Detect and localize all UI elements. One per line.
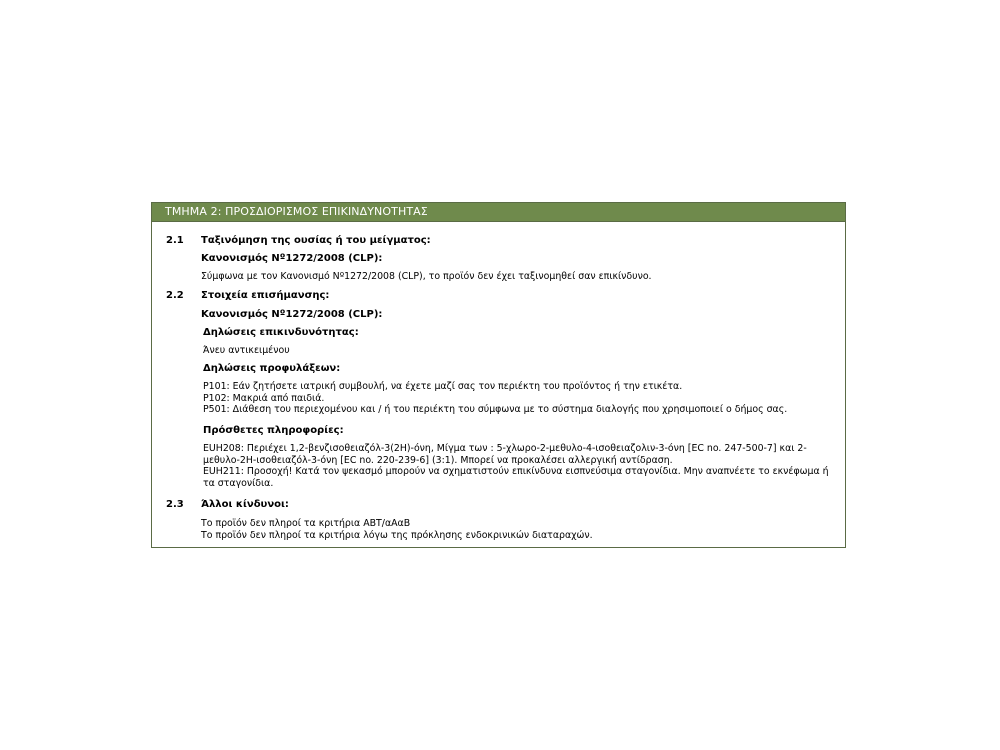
precaution-p101: P101: Εάν ζητήσετε ιατρική συμβουλή, να έχετε μαζί σας τον περιέκτη του προϊόντος ή την ετικέτα.	[203, 381, 683, 392]
subsection-heading-2-2: Στοιχεία επισήμανσης:	[201, 290, 330, 301]
additional-info-line: EUH211: Προσοχή! Κατά τον ψεκασμό μπορούν να σχηματιστούν επικίνδυνα εισπνεύσιμα σταγονίδια. Μην αναπνέετε το εκνέφωμα ή	[203, 466, 829, 477]
classification-text: Σύμφωνα με τον Κανονισμό Nº1272/2008 (CLP), το προϊόν δεν έχει ταξινομηθεί σαν επικίνδυνο.	[201, 271, 652, 282]
additional-info-text	[203, 443, 833, 489]
precautionary-statements-heading: Δηλώσεις προφυλάξεων:	[203, 363, 341, 374]
subsection-heading-2-1: Ταξινόμηση της ουσίας ή του μείγματος:	[201, 235, 431, 246]
additional-info-heading: Πρόσθετες πληροφορίες:	[203, 425, 344, 436]
additional-info-line: EUH208: Περιέχει 1,2-βενζισοθειαζόλ-3(2H)-όνη, Μίγμα των : 5-χλωρο-2-μεθυλο-4-ισοθειαζολιν-3-όνη [EC no. 247-500-7] και 2-	[203, 443, 807, 454]
subsection-number-2-2: 2.2	[166, 290, 184, 301]
subsection-number-2-1: 2.1	[166, 235, 184, 246]
precaution-p102: P102: Μακριά από παιδιά.	[203, 392, 325, 404]
subsection-number-2-3: 2.3	[166, 499, 184, 510]
section-title: ΤΜΗΜΑ 2: ΠΡΟΣΔΙΟΡΙΣΜΟΣ ΕΠΙΚΙΝΔΥΝΟΤΗΤΑΣ	[152, 203, 845, 222]
other-hazards-line: Το προϊόν δεν πληροί τα κριτήρια λόγω της πρόκλησης ενδοκρινικών διαταραχών.	[201, 529, 593, 541]
other-hazards-line: Το προϊόν δεν πληροί τα κριτήρια ΑΒΤ/αΑαΒ	[201, 518, 411, 529]
additional-info-line: τα σταγονίδια.	[203, 477, 274, 489]
additional-info-line: μεθυλο-2H-ισοθειαζόλ-3-όνη [EC no. 220-239-6] (3:1). Μπορεί να προκαλέσει αλλεργική αντίδραση.	[203, 454, 673, 466]
hazard-statements-text: Άνευ αντικειμένου	[203, 345, 290, 356]
regulation-heading-2-1: Κανονισμός Νº1272/2008 (CLP):	[201, 253, 383, 264]
hazard-statements-heading: Δηλώσεις επικινδυνότητας:	[203, 327, 359, 338]
precautionary-statements-list	[203, 381, 833, 416]
subsection-heading-2-3: Άλλοι κίνδυνοι:	[201, 499, 289, 510]
other-hazards-text	[201, 518, 831, 541]
precaution-p501: P501: Διάθεση του περιεχομένου και / ή του περιέκτη του σύμφωνα με το σύστημα διαλογής που χρησιμοποιεί ο δήμος σας.	[203, 404, 788, 415]
regulation-heading-2-2: Κανονισμός Νº1272/2008 (CLP):	[201, 309, 383, 320]
hazard-identification-section	[151, 202, 846, 548]
